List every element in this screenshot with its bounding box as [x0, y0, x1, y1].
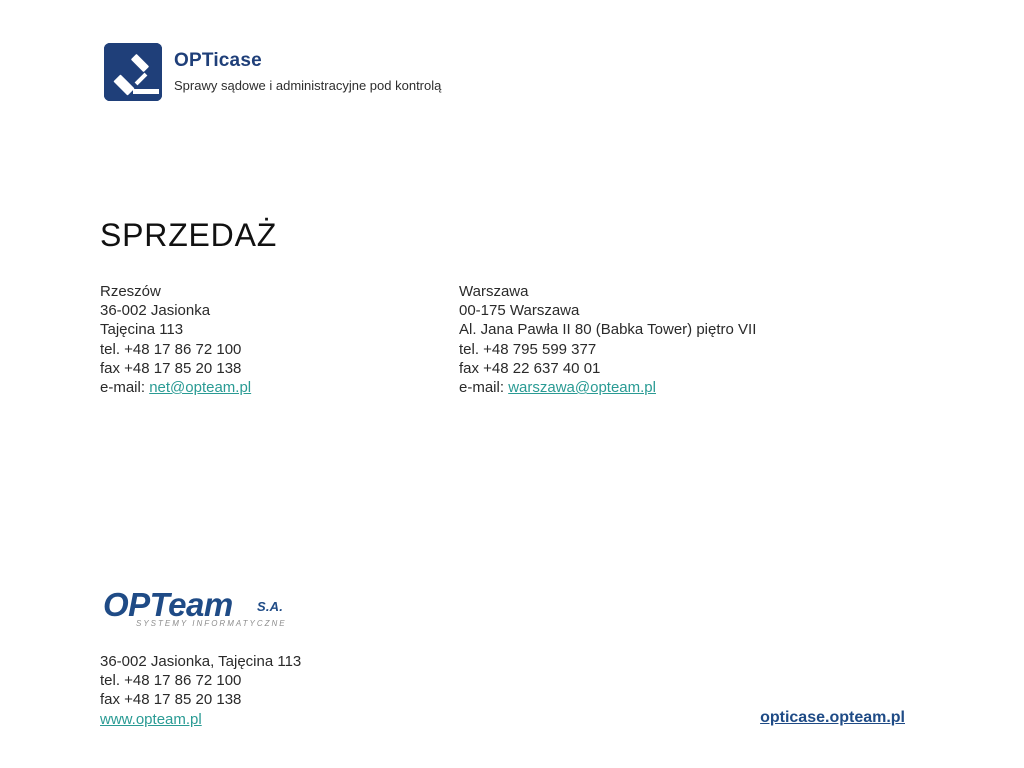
- contact-warszawa: [459, 282, 879, 397]
- contact-address-line: Al. Jana Pawła II 80 (Babka Tower) piętro VII: [459, 321, 757, 339]
- brand-tagline: Sprawy sądowe i administracyjne pod kontrolą: [174, 78, 442, 93]
- opticase-brand: [174, 50, 484, 98]
- product-url-link[interactable]: opticase.opteam.pl: [760, 709, 905, 726]
- brand-name: OPTicase: [174, 50, 262, 71]
- opteam-logo: [103, 588, 293, 634]
- opteam-wordmark: OPTeam: [103, 586, 233, 623]
- footer-address: 36-002 Jasionka, Tajęcina 113: [100, 653, 302, 670]
- footer-contact: [100, 652, 440, 729]
- section-title: SPRZEDAŻ: [100, 217, 278, 253]
- contact-rzeszow: [100, 282, 420, 397]
- opteam-suffix: S.A.: [257, 599, 284, 614]
- contact-postal-line: 36-002 Jasionka: [100, 302, 211, 320]
- footer-website-link[interactable]: www.opteam.pl: [100, 710, 202, 728]
- footer-phone: tel. +48 17 86 72 100: [100, 672, 242, 690]
- footer-fax: fax +48 17 85 20 138: [100, 691, 242, 709]
- contact-phone: tel. +48 17 86 72 100: [100, 340, 242, 358]
- email-label: e-mail:: [459, 379, 509, 397]
- contact-email-line: [100, 378, 420, 397]
- opteam-subtitle: SYSTEMY INFORMATYCZNE: [136, 619, 287, 628]
- contact-fax: fax +48 22 637 40 01: [459, 359, 601, 377]
- contact-phone: tel. +48 795 599 377: [459, 340, 597, 358]
- email-link-warszawa[interactable]: warszawa@opteam.pl: [508, 379, 656, 397]
- contact-postal-line: 00-175 Warszawa: [459, 302, 580, 320]
- email-link-rzeszow[interactable]: net@opteam.pl: [149, 379, 252, 397]
- contact-fax: fax +48 17 85 20 138: [100, 359, 242, 377]
- opticase-logo: [104, 43, 484, 105]
- contact-address-line: Tajęcina 113: [100, 321, 184, 339]
- gavel-icon: [104, 43, 162, 101]
- contact-email-line: [459, 378, 879, 397]
- email-label: e-mail:: [100, 379, 150, 397]
- contact-city: Rzeszów: [100, 283, 161, 300]
- contact-city: Warszawa: [459, 283, 529, 300]
